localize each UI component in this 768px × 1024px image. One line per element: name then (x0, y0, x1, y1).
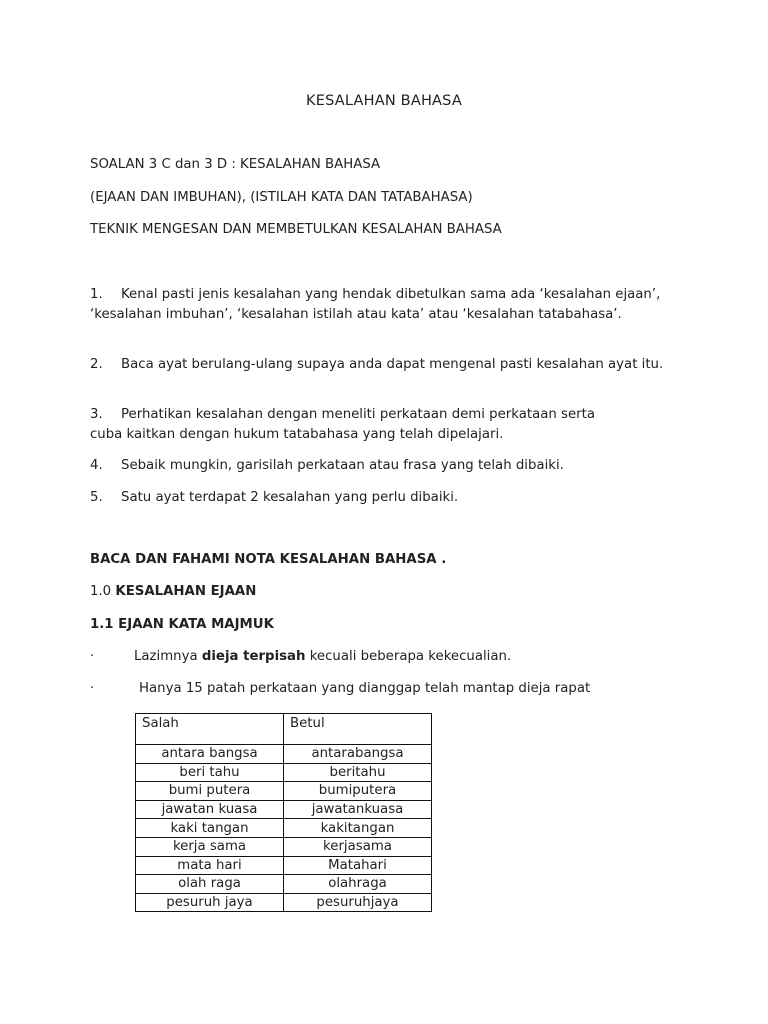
table-row (136, 763, 432, 782)
step-text: Baca ayat berulang-ulang supaya anda dapat mengenal pasti kesalahan ayat itu. (121, 357, 664, 372)
wrong-spelling: bumi putera (136, 782, 284, 801)
bullet-text-start: Lazimnya (134, 649, 202, 664)
step-number: 3. (90, 407, 103, 422)
table-row (136, 800, 432, 819)
table-row (136, 745, 432, 764)
wrong-spelling: beri tahu (136, 763, 284, 782)
correct-spelling: olahraga (284, 875, 432, 894)
correct-spelling: beritahu (284, 763, 432, 782)
wrong-spelling: olah raga (136, 875, 284, 894)
step-text: Kenal pasti jenis kesalahan yang hendak dibetulkan sama ada ‘kesalahan ejaan’, ‘kesalahan imbuhan’, ‘kesalahan istilah atau kata’ atau ‘kesalahan tatabahasa’. (90, 287, 661, 322)
wrong-spelling: jawatan kuasa (136, 800, 284, 819)
column-header-betul: Betul (284, 714, 432, 745)
compound-words-table (135, 713, 432, 912)
note-heading: BACA DAN FAHAMI NOTA KESALAHAN BAHASA . (90, 552, 447, 567)
step-4 (90, 456, 675, 476)
step-number: 1. (90, 287, 103, 302)
step-number: 2. (90, 357, 103, 372)
wrong-spelling: kerja sama (136, 837, 284, 856)
correct-spelling: jawatankuasa (284, 800, 432, 819)
step-2 (90, 355, 675, 375)
bullet-symbol: · (90, 681, 95, 696)
table-row (136, 893, 432, 912)
table-row (136, 856, 432, 875)
step-1 (90, 285, 675, 324)
step-text: Sebaik mungkin, garisilah perkataan atau frasa yang telah dibaiki. (121, 458, 564, 473)
bullet-symbol: · (90, 649, 95, 664)
table-header-row (136, 714, 432, 745)
column-header-salah: Salah (136, 714, 284, 745)
correct-spelling: Matahari (284, 856, 432, 875)
correct-spelling: antarabangsa (284, 745, 432, 764)
table-row (136, 782, 432, 801)
correct-spelling: pesuruhjaya (284, 893, 432, 912)
document-title: KESALAHAN BAHASA (306, 93, 462, 109)
wrong-spelling: mata hari (136, 856, 284, 875)
technique-heading: TEKNIK MENGESAN DAN MEMBETULKAN KESALAHAN BAHASA (90, 222, 502, 237)
bullet-item-2: Hanya 15 patah perkataan yang dianggap telah mantap dieja rapat (139, 681, 591, 696)
wrong-spelling: pesuruh jaya (136, 893, 284, 912)
section-number: 1.0 (90, 584, 112, 599)
section-heading (90, 584, 256, 599)
correct-spelling: bumiputera (284, 782, 432, 801)
step-5 (90, 488, 675, 508)
bullet-text-end: kecuali beberapa kekecualian. (305, 649, 512, 664)
step-3 (90, 405, 630, 444)
table-row (136, 819, 432, 838)
topic-line: (EJAAN DAN IMBUHAN), (ISTILAH KATA DAN TATABAHASA) (90, 190, 473, 205)
wrong-spelling: antara bangsa (136, 745, 284, 764)
step-text: Perhatikan kesalahan dengan meneliti perkataan demi perkataan serta cuba kaitkan dengan hukum tatabahasa yang telah dipelajari. (90, 407, 595, 442)
step-text: Satu ayat terdapat 2 kesalahan yang perlu dibaiki. (121, 490, 459, 505)
correct-spelling: kakitangan (284, 819, 432, 838)
bullet-text-emphasis: dieja terpisah (201, 649, 306, 664)
step-number: 5. (90, 490, 103, 505)
subsection-heading: 1.1 EJAAN KATA MAJMUK (90, 617, 274, 632)
question-line: SOALAN 3 C dan 3 D : KESALAHAN BAHASA (90, 157, 381, 172)
step-number: 4. (90, 458, 103, 473)
wrong-spelling: kaki tangan (136, 819, 284, 838)
correct-spelling: kerjasama (284, 837, 432, 856)
section-title: KESALAHAN EJAAN (115, 584, 257, 599)
table-row (136, 837, 432, 856)
table-row (136, 875, 432, 894)
bullet-item-1 (134, 649, 511, 664)
